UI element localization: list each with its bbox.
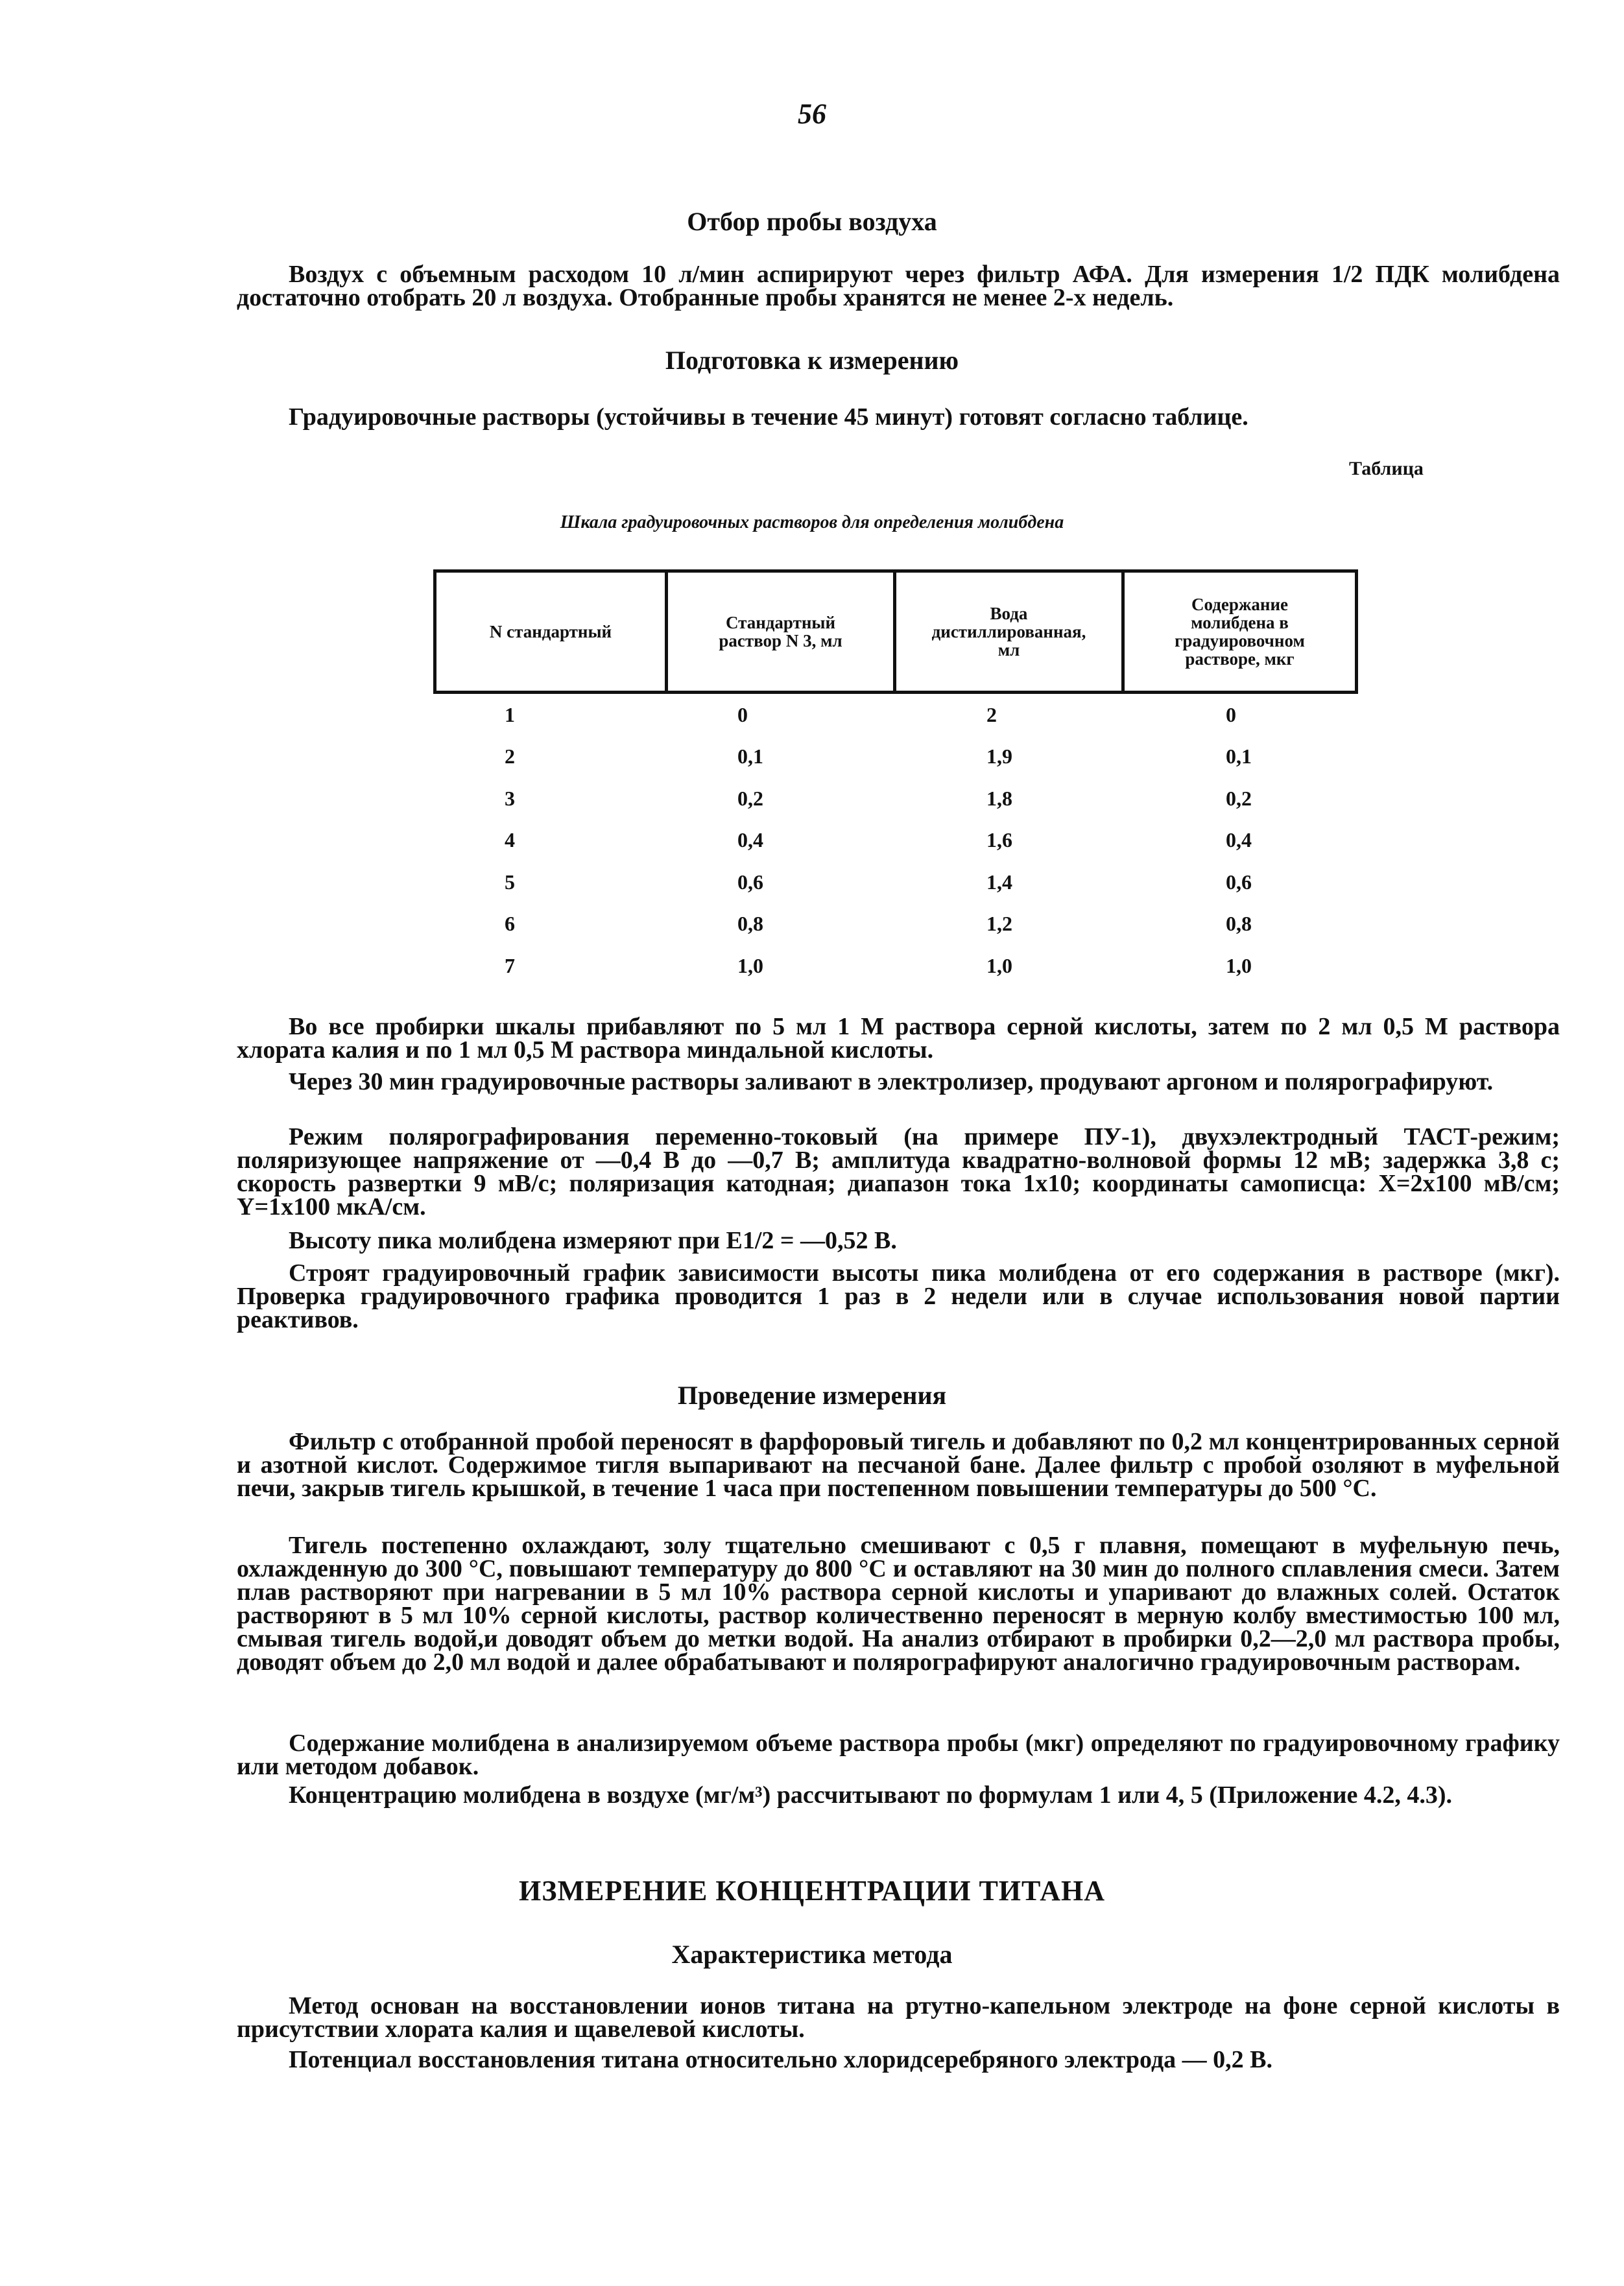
- table-cell: 7: [505, 953, 515, 977]
- table-cell: 1,6: [986, 828, 1013, 852]
- section-heading-method: Характеристика метода: [671, 1940, 953, 1969]
- paragraph-concentration-formula: Концентрацию молибдена в воздухе (мг/м³) рассчитывают по формулам 1 или 4, 5 (Приложение 4.2, 4.3).: [289, 1781, 1453, 1809]
- table-cell: 4: [505, 828, 515, 852]
- table-cell: 0,8: [1226, 912, 1252, 936]
- table-cell: 0,1: [1226, 744, 1252, 768]
- table-cell: 6: [505, 912, 515, 936]
- paragraph-content-determination: Содержание молибдена в анализируемом объеме раствора пробы (мкг) определяют по градуировочному графику или методом добавок.: [237, 1730, 1560, 1780]
- paragraph-reduction-potential: Потенциал восстановления титана относительно хлоридсеребряного электрода — 0,2 В.: [289, 2046, 1273, 2073]
- table-header-cell: Стандартный раствор N 3, мл: [665, 573, 893, 691]
- table-row: [433, 778, 1358, 820]
- table-cell: 0,6: [1226, 870, 1252, 894]
- table-cell: 0,8: [737, 912, 764, 936]
- table-row: [433, 945, 1358, 987]
- table-cell: 2: [505, 744, 515, 768]
- table-row: [433, 903, 1358, 946]
- table-cell: 1,4: [986, 870, 1013, 894]
- table-cell: 1,2: [986, 912, 1013, 936]
- table-cell: 0,4: [1226, 828, 1252, 852]
- table-cell: 0,1: [737, 744, 764, 768]
- page-number: 56: [798, 98, 826, 130]
- table-cell: 0,2: [1226, 786, 1252, 810]
- table-row: [433, 820, 1358, 862]
- paragraph-fusion: Тигель постепенно охлаждают, золу тщательно смешивают с 0,5 г плавня, помещают в муфельную печь, охлажденную до 300 °С, повышают температуру до 800 °С и оставляют на 30 мин до полного сплавления смеси. Затем плав растворяют при нагревании в 5 мл 10% раствора серной кислоты и упаривают до влажных солей. Остаток растворяют в 5 мл 10% серной кислоты, раствор количественно переносят в мерную колбу вместимостью 100 мл, смывая тигель водой,и доводят объем до метки водой. На анализ отбирают в пробирки 0,2—2,0 мл раствора пробы, доводят объем до 2,0 мл водой и далее обрабатывают и полярографируют аналогично градуировочным растворам.: [237, 1532, 1560, 1676]
- section-heading-preparation: Подготовка к измерению: [665, 346, 959, 375]
- table-cell: 3: [505, 786, 515, 810]
- paragraph-air-sampling: Воздух с объемным расходом 10 л/мин аспирируют через фильтр АФА. Для измерения 1/2 ПДК молибдена достаточно отобрать 20 л воздуха. Отобранные пробы хранятся не менее 2-х недель.: [237, 261, 1560, 311]
- table-cell: 1,9: [986, 744, 1013, 768]
- table-cell: 0: [737, 702, 748, 726]
- table-row: [433, 736, 1358, 778]
- table-cell: 0,6: [737, 870, 764, 894]
- table-cell: 1: [505, 702, 515, 726]
- paragraph-ashing: Фильтр с отобранной пробой переносят в фарфоровый тигель и добавляют по 0,2 мл концентрированных серной и азотной кислот. Содержимое тигля выпаривают на песчаной бане. Далее фильтр с пробой озоляют в муфельной печи, закрыв тигель крышкой, в течение 1 часа при постепенном повышении температуры до 500 °С.: [237, 1428, 1560, 1502]
- section-heading-air-sampling: Отбор пробы воздуха: [687, 207, 937, 236]
- table-cell: 1,0: [986, 953, 1013, 977]
- section-heading-measurement: Проведение измерения: [677, 1381, 947, 1410]
- table-cell: 0,2: [737, 786, 764, 810]
- table-cell: 1,0: [1226, 953, 1252, 977]
- table-cell: 0: [1226, 702, 1237, 726]
- table-cell: 5: [505, 870, 515, 894]
- table-cell: 1,8: [986, 786, 1013, 810]
- table-cell: 0,4: [737, 828, 764, 852]
- section-title-titanium: ИЗМЕРЕНИЕ КОНЦЕНТРАЦИИ ТИТАНА: [519, 1875, 1105, 1907]
- paragraph-reagents: Во все пробирки шкалы прибавляют по 5 мл 1 М раствора серной кислоты, затем по 2 мл 0,5 М раствора хлората калия и по 1 мл 0,5 М раствора миндальной кислоты.: [237, 1013, 1560, 1064]
- table-header: [433, 569, 1358, 694]
- table-cell: 1,0: [737, 953, 764, 977]
- table-caption: Шкала градуировочных растворов для определения молибдена: [560, 512, 1064, 532]
- table-label: Таблица: [1349, 458, 1424, 479]
- table-header-cell: Вода дистиллированная, мл: [893, 573, 1121, 691]
- paragraph-peak-height: Высоту пика молибдена измеряют при E1/2 = —0,52 В.: [289, 1227, 897, 1254]
- paragraph-polarography-mode: Режим полярографирования переменно-токовый (на примере ПУ-1), двухэлектродный ТАСТ-режим; поляризующее напряжение от —0,4 В до —0,7 В; амплитуда квадратно-волновой формы 12 мВ; задержка 3,8 с; скорость развертки 9 мВ/с; поляризация катодная; диапазон тока 1х10; координаты самописца: Х=2х100 мВ/см; Y=1х100 мкА/см.: [237, 1123, 1560, 1220]
- table-cell: 2: [986, 702, 997, 726]
- table-body: [433, 694, 1358, 987]
- table-header-cell: N стандартный: [489, 622, 612, 641]
- paragraph-electrolyzer: Через 30 мин градуировочные растворы заливают в электролизер, продувают аргоном и полярографируют.: [289, 1068, 1494, 1095]
- table-row: [433, 861, 1358, 903]
- paragraph-method-basis: Метод основан на восстановлении ионов титана на ртутно-капельном электроде на фоне серной кислоты в присутствии хлората калия и щавелевой кислоты.: [237, 1992, 1560, 2043]
- table-header-cell: Содержание молибдена в градуировочном растворе, мкг: [1121, 573, 1355, 691]
- table-row: [433, 694, 1358, 736]
- paragraph-calibration-graph: Строят градуировочный график зависимости высоты пика молибдена от его содержания в растворе (мкг). Проверка градуировочного графика проводится 1 раз в 2 недели или в случае использования новой партии реактивов.: [237, 1259, 1560, 1333]
- paragraph-preparation: Градуировочные растворы (устойчивы в течение 45 минут) готовят согласно таблице.: [289, 403, 1248, 431]
